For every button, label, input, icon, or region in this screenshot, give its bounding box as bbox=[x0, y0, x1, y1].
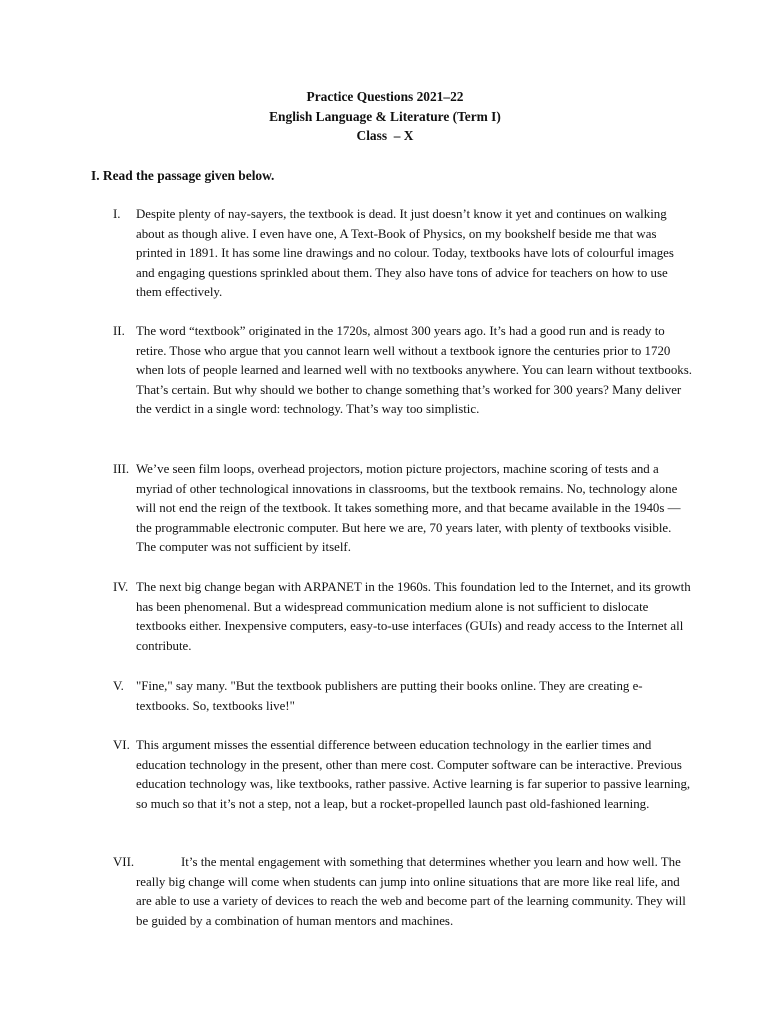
paragraph-number: IV. bbox=[113, 580, 129, 594]
paragraph-text: It’s the mental engagement with something that determines whether you learn and how well. The really big change will come when students can jump into online situations that are more like real life, and are able to use a variety of devices to reach the web and become part of the learning community. They will be guided by a combination of human mentors and machines. bbox=[136, 855, 686, 928]
paragraph-number: VII. bbox=[113, 855, 135, 869]
paragraph-2 bbox=[113, 322, 693, 420]
paragraph-text: The word “textbook” originated in the 1720s, almost 300 years ago. It’s had a good run and is ready to retire. Those who argue that you cannot learn well without a textbook ignore the centuries prior to 1720 when lots of people learned and learned well with no textbooks anywhere. You can learn without textbooks. That’s certain. But why should we bother to change something that’s worked for 300 years? Many deliver the verdict in a single word: technology. That’s way too simplistic. bbox=[136, 324, 692, 416]
paragraph-number: VI. bbox=[113, 738, 130, 752]
paragraph-number: V. bbox=[113, 679, 124, 693]
paragraph-text: We’ve seen film loops, overhead projectors, motion picture projectors, machine scoring of tests and a myriad of other technological innovations in classrooms, but the textbook remains. No, technology alone will not end the reign of the textbook. It takes something more, and that became available in the 1940s — the programmable electronic computer. But here we are, 70 years later, with plenty of textbooks visible. The computer was not sufficient by itself. bbox=[136, 462, 681, 554]
paragraph-3 bbox=[113, 460, 693, 558]
header-title: Practice Questions 2021–22 bbox=[306, 89, 464, 104]
paragraph-text: This argument misses the essential difference between education technology in the earlier times and education technology in the present, other than mere cost. Computer software can be interactive. Previous education technology was, like textbooks, rather passive. Active learning is far superior to passive learning, so much so that it’s not a step, not a leap, but a rocket-propelled launch past old-fashioned learning. bbox=[136, 738, 691, 811]
paragraph-text: The next big change began with ARPANET in the 1960s. This foundation led to the Internet, and its growth has been phenomenal. But a widespread communication medium alone is not sufficient to dislocate textbooks either. Inexpensive computers, easy-to-use interfaces (GUIs) and ready access to the Internet all contribute. bbox=[136, 580, 691, 653]
paragraph-number: II. bbox=[113, 324, 125, 338]
paragraph-6 bbox=[113, 736, 693, 814]
header-subject: English Language & Literature (Term I) bbox=[269, 108, 501, 124]
paragraph-7 bbox=[113, 853, 693, 931]
document-header bbox=[0, 87, 770, 146]
paragraph-number: I. bbox=[113, 207, 121, 221]
paragraph-number: III. bbox=[113, 462, 130, 476]
paragraph-text: "Fine," say many. "But the textbook publishers are putting their books online. They are creating e-textbooks. So, textbooks live!" bbox=[136, 679, 643, 713]
paragraph-4 bbox=[113, 578, 693, 656]
paragraph-5 bbox=[113, 677, 693, 716]
paragraph-text: Despite plenty of nay-sayers, the textbook is dead. It just doesn’t know it yet and continues on walking about as though alive. I even have one, A Text-Book of Physics, on my bookshelf beside me that was printed in 1891. It has some line drawings and no colour. Today, textbooks have lots of colourful images and engaging questions sprinkled about them. They also have tons of advice for teachers on how to use them effectively. bbox=[136, 207, 674, 299]
section-heading: I. Read the passage given below. bbox=[91, 168, 275, 183]
paragraph-1 bbox=[113, 205, 693, 303]
header-class: Class – X bbox=[356, 128, 414, 143]
